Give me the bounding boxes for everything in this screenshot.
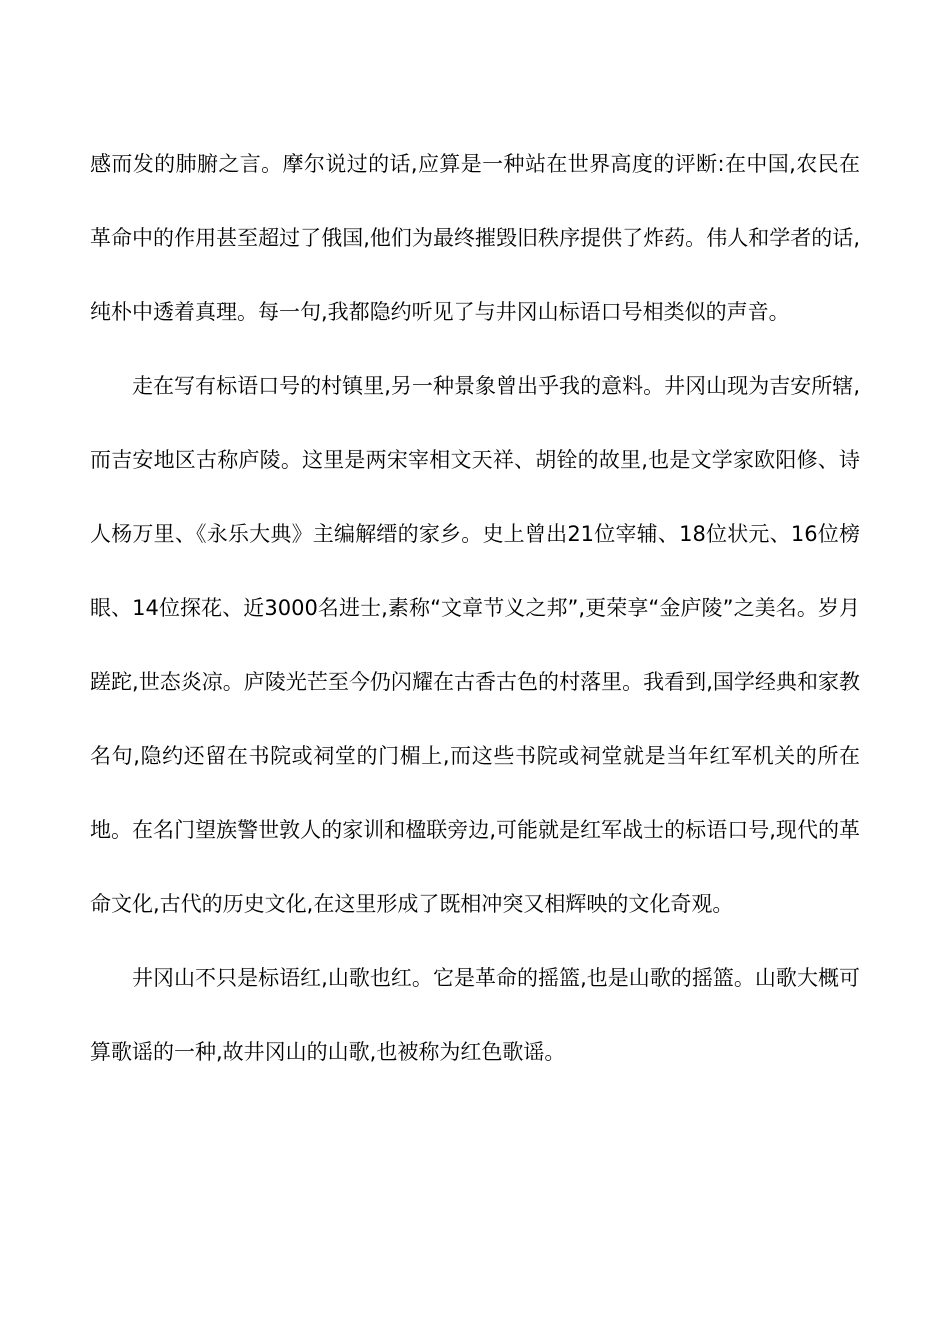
paragraph-3: 井冈山不只是标语红,山歌也红。它是革命的摇篮,也是山歌的摇篮。山歌大概可算歌谣的一种,故井冈山的山歌,也被称为红色歌谣。: [90, 966, 860, 1064]
document-page: [90, 127, 860, 1089]
paragraph-2: 走在写有标语口号的村镇里,另一种景象曾出乎我的意料。井冈山现为吉安所辖,而吉安地区古称庐陵。这里是两宋宰相文天祥、胡铨的故里,也是文学家欧阳修、诗人杨万里、《永乐大典》主编解缙的家乡。史上曾出21位宰辅、18位状元、16位榜眼、14位探花、近3000名进士,素称“文章节义之邦”,更荣享“金庐陵”之美名。岁月蹉跎,世态炎凉。庐陵光芒至今仍闪耀在古香古色的村落里。我看到,国学经典和家教名句,隐约还留在书院或祠堂的门楣上,而这些书院或祠堂就是当年红军机关的所在地。在名门望族警世敦人的家训和楹联旁边,可能就是红军战士的标语口号,现代的革命文化,古代的历史文化,在这里形成了既相冲突又相辉映的文化奇观。: [90, 374, 860, 916]
paragraph-1: 感而发的肺腑之言。摩尔说过的话,应算是一种站在世界高度的评断:在中国,农民在革命中的作用甚至超过了俄国,他们为最终摧毁旧秩序提供了炸药。伟人和学者的话,纯朴中透着真理。每一句,我都隐约听见了与井冈山标语口号相类似的声音。: [90, 152, 860, 324]
